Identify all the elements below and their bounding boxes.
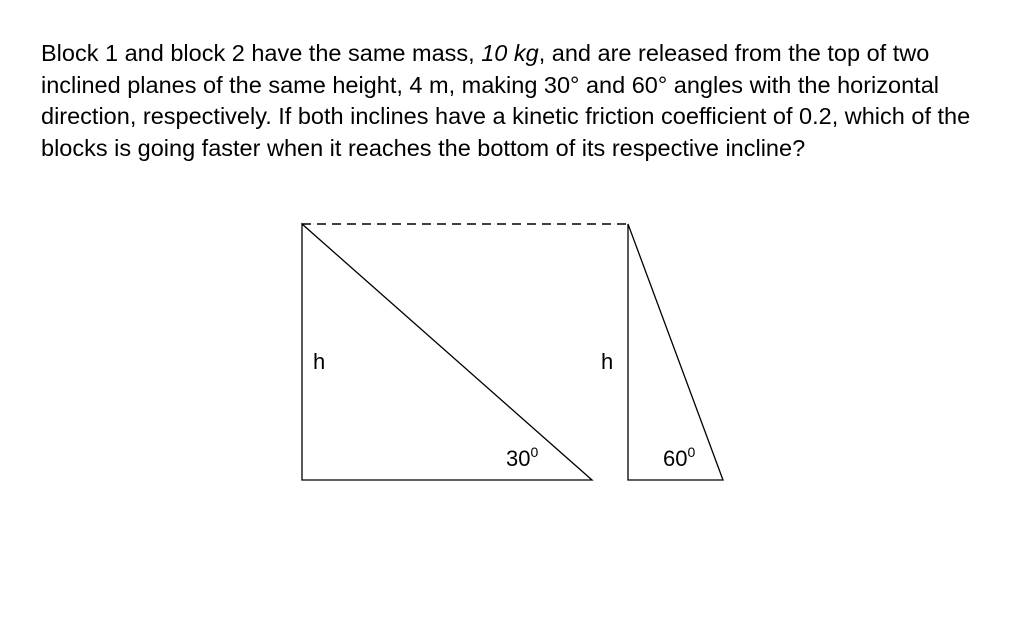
height-label-left: h bbox=[313, 349, 326, 374]
question-part-1: Block 1 and block 2 have the same mass, bbox=[41, 40, 482, 66]
angle-label-30 bbox=[506, 444, 538, 471]
mass-value: 10 kg bbox=[481, 40, 539, 66]
angle-label-60 bbox=[663, 444, 695, 471]
height-label-right: h bbox=[601, 349, 614, 374]
angle-superscript-60: 0 bbox=[687, 444, 696, 460]
triangle-30-degree bbox=[302, 224, 592, 480]
angle-value-30: 30 bbox=[506, 446, 531, 471]
incline-30-degree bbox=[302, 224, 592, 480]
angle-superscript-30: 0 bbox=[530, 444, 539, 460]
question-part-2: , and are released from the top of two inclined planes of the same height, 4 m, making 30° and 60° angles with the horizontal direction, respectively. If both inclines have a kinetic friction coefficient of 0.2, which of the blocks is going faster when it reaches the bottom of its respective incline? bbox=[41, 40, 971, 161]
triangle-60-degree bbox=[628, 224, 723, 480]
angle-value-60: 60 bbox=[663, 446, 688, 471]
incline-60-degree bbox=[601, 224, 723, 480]
